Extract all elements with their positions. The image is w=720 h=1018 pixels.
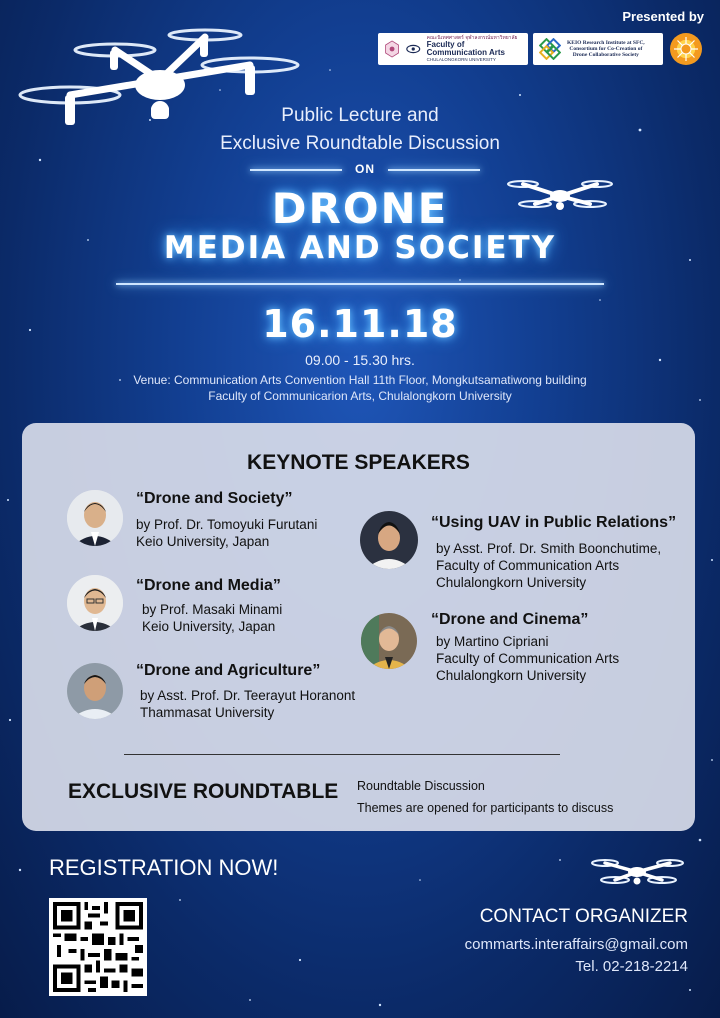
talk-title: “Drone and Media”	[136, 577, 281, 594]
keio-logo-line1: KEIO Research Institute at SFC,	[567, 39, 645, 46]
faculty-emblem-icon	[384, 38, 400, 60]
talk-title: “Using UAV in Public Relations”	[431, 514, 677, 531]
logo-faculty-communication-arts	[378, 33, 528, 65]
event-time: 09.00 - 15.30 hrs.	[305, 352, 415, 368]
speaker-avatar	[67, 490, 123, 546]
title-divider-right	[388, 169, 480, 171]
keio-logo-line3: Drone Collaborative Society	[572, 52, 639, 59]
on-label: ON	[355, 162, 375, 176]
speaker-affiliation: Thammasat University	[140, 705, 275, 720]
speaker-affiliation: Keio University, Japan	[136, 534, 270, 549]
talk-title: “Drone and Agriculture”	[136, 662, 321, 679]
commarts-mark-icon	[406, 43, 421, 55]
speaker-avatar	[67, 575, 123, 631]
speaker-affiliation: Chulalongkorn University	[436, 668, 587, 683]
speaker-name: by Martino Cipriani	[436, 634, 549, 649]
event-subtitle-line2: Exclusive Roundtable Discussion	[220, 133, 500, 154]
roundtable-description	[357, 775, 613, 819]
drone-icon	[590, 856, 685, 892]
event-title-media-society: MEDIA AND SOCIETY	[163, 230, 557, 266]
title-divider-left	[250, 169, 342, 171]
event-venue-line2: Faculty of Communicarion Arts, Chulalongkorn University	[208, 389, 512, 403]
speaker-name: by Prof. Dr. Tomoyuki Furutani	[136, 517, 318, 532]
logo-thai-text: คณะนิเทศศาสตร์ จุฬาลงกรณ์มหาวิทยาลัย	[426, 34, 518, 41]
speaker-name: by Prof. Masaki Minami	[142, 602, 283, 617]
speaker-avatar	[360, 511, 418, 569]
event-date: 16.11.18	[262, 302, 458, 346]
talk-title: “Drone and Society”	[136, 490, 293, 507]
event-subtitle-line1: Public Lecture and	[281, 105, 439, 126]
keynote-heading: KEYNOTE SPEAKERS	[247, 451, 470, 474]
talk-title: “Drone and Cinema”	[431, 611, 589, 628]
speaker-affiliation: Faculty of Communication Arts	[436, 558, 620, 573]
keio-knot-icon	[539, 38, 561, 60]
speaker-name: by Asst. Prof. Dr. Smith Boonchutime,	[436, 541, 662, 556]
registration-label: REGISTRATION NOW!	[49, 855, 279, 880]
speaker-affiliation: Faculty of Communication Arts	[436, 651, 620, 666]
speaker-name: by Asst. Prof. Dr. Teerayut Horanont	[140, 688, 356, 703]
panel-divider	[124, 754, 560, 755]
event-venue-line1: Venue: Communication Arts Convention Hall 11th Floor, Mongkutsamatiwong building	[133, 373, 587, 387]
roundtable-line1: Roundtable Discussion	[357, 779, 485, 793]
speaker-avatar	[361, 613, 417, 669]
contact-phone[interactable]: Tel. 02-218-2214	[575, 958, 688, 975]
qr-code-icon[interactable]	[49, 898, 147, 996]
contact-heading: CONTACT ORGANIZER	[479, 906, 688, 927]
event-title-drone: DRONE	[271, 184, 449, 233]
logo-university-name: CHULALONGKORN UNIVERSITY	[426, 56, 496, 62]
speaker-affiliation: Keio University, Japan	[142, 619, 276, 634]
logo-keio-research-institute	[533, 33, 663, 65]
speaker-affiliation: Chulalongkorn University	[436, 575, 587, 590]
keio-logo-line2: Consortium for Co-Creation of	[569, 45, 643, 52]
logo-faculty-name: Faculty of Communication Arts	[426, 39, 505, 58]
university-seal-icon	[670, 33, 702, 65]
presented-by-label: Presented by	[622, 9, 704, 24]
keynote-panel	[22, 423, 695, 831]
roundtable-heading: EXCLUSIVE ROUNDTABLE	[68, 780, 339, 803]
speaker-avatar	[67, 663, 123, 719]
title-underline	[116, 283, 604, 285]
roundtable-line2: Themes are opened for participants to discuss	[357, 801, 614, 815]
contact-email[interactable]: commarts.interaffairs@gmail.com	[464, 936, 688, 953]
